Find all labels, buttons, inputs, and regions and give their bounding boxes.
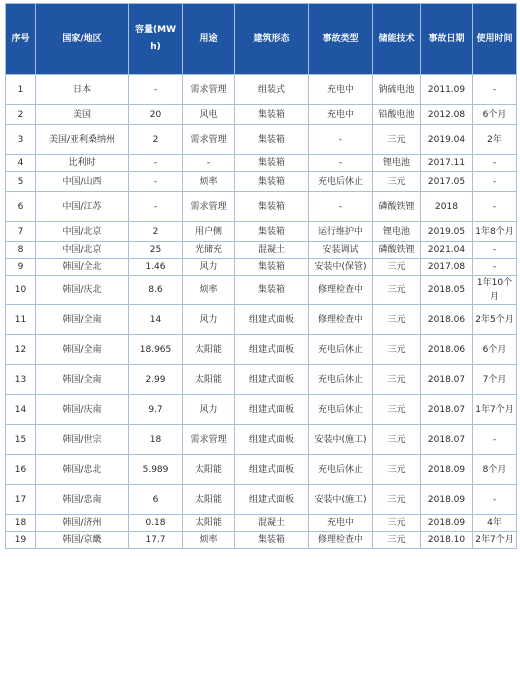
table-row [6,172,517,192]
accident-table [5,3,517,549]
cell-accident-type: - [309,125,373,155]
cell-duration: - [473,75,517,105]
header-technology: 储能技术 [373,4,421,75]
cell-date: 2019.04 [421,125,473,155]
cell-capacity: 8.6 [129,276,183,305]
header-duration: 使用时间 [473,4,517,75]
cell-usage: 风力 [183,395,235,425]
table-row [6,365,517,395]
cell-date: 2019.05 [421,222,473,242]
cell-capacity: 6 [129,485,183,515]
cell-technology: 三元 [373,305,421,335]
cell-usage: 需求管理 [183,425,235,455]
table-row [6,515,517,532]
cell-usage: 太阳能 [183,365,235,395]
cell-technology: 三元 [373,172,421,192]
cell-technology: 三元 [373,425,421,455]
cell-usage: 太阳能 [183,515,235,532]
cell-region: 中国/山西 [36,172,129,192]
cell-usage: 太阳能 [183,455,235,485]
cell-capacity: 25 [129,242,183,259]
cell-seq: 8 [6,242,36,259]
table-row [6,222,517,242]
table-row [6,259,517,276]
cell-form: 混凝土 [235,242,309,259]
cell-usage: 风电 [183,105,235,125]
cell-date: 2018.07 [421,365,473,395]
table-row [6,425,517,455]
cell-date: 2012.08 [421,105,473,125]
cell-accident-type: 充电后休止 [309,395,373,425]
cell-date: 2018.10 [421,532,473,549]
cell-usage: 烦率 [183,276,235,305]
table-row [6,305,517,335]
cell-form: 集装箱 [235,222,309,242]
cell-region: 中国/北京 [36,242,129,259]
header-usage: 用途 [183,4,235,75]
cell-region: 韩国/全南 [36,305,129,335]
cell-accident-type: 充电中 [309,515,373,532]
cell-duration: 2年7个月 [473,532,517,549]
cell-form: 集装箱 [235,532,309,549]
cell-region: 韩国/济州 [36,515,129,532]
cell-seq: 5 [6,172,36,192]
cell-technology: 三元 [373,125,421,155]
cell-seq: 17 [6,485,36,515]
cell-usage: 烦率 [183,532,235,549]
cell-capacity: 5.989 [129,455,183,485]
cell-accident-type: 安装中(保管) [309,259,373,276]
cell-accident-type: 修理检查中 [309,276,373,305]
table-row [6,276,517,305]
cell-capacity: - [129,192,183,222]
cell-accident-type: 安装中(施工) [309,425,373,455]
cell-form: 组建式面板 [235,455,309,485]
cell-technology: 三元 [373,485,421,515]
cell-accident-type: 修理检查中 [309,305,373,335]
cell-seq: 12 [6,335,36,365]
cell-capacity: 20 [129,105,183,125]
cell-form: 集装箱 [235,125,309,155]
cell-duration: - [473,155,517,172]
cell-region: 中国/北京 [36,222,129,242]
cell-technology: 三元 [373,515,421,532]
cell-technology: 锂电池 [373,222,421,242]
table-header [6,4,517,75]
cell-accident-type: 充电中 [309,105,373,125]
cell-usage: 风力 [183,259,235,276]
table-row [6,155,517,172]
cell-technology: 三元 [373,259,421,276]
cell-accident-type: 充电后休止 [309,455,373,485]
cell-form: 组建式面板 [235,395,309,425]
cell-duration: - [473,485,517,515]
cell-region: 韩国/世宗 [36,425,129,455]
cell-duration: 1年7个月 [473,395,517,425]
cell-usage: 需求管理 [183,192,235,222]
cell-date: 2018 [421,192,473,222]
cell-accident-type: - [309,155,373,172]
cell-technology: 钠硫电池 [373,75,421,105]
cell-region: 韩国/庆南 [36,395,129,425]
cell-form: 混凝土 [235,515,309,532]
cell-region: 韩国/忠北 [36,455,129,485]
cell-date: 2018.06 [421,305,473,335]
cell-duration: 7个月 [473,365,517,395]
table-row [6,485,517,515]
cell-date: 2018.07 [421,395,473,425]
cell-usage: 用户侧 [183,222,235,242]
table-row [6,335,517,365]
cell-seq: 16 [6,455,36,485]
cell-duration: 2年 [473,125,517,155]
cell-duration: - [473,242,517,259]
cell-form: 组建式面板 [235,305,309,335]
cell-form: 组建式面板 [235,365,309,395]
cell-seq: 3 [6,125,36,155]
cell-seq: 2 [6,105,36,125]
cell-duration: - [473,425,517,455]
cell-date: 2017.05 [421,172,473,192]
cell-date: 2018.09 [421,515,473,532]
cell-region: 韩国/忠南 [36,485,129,515]
cell-date: 2017.11 [421,155,473,172]
cell-seq: 7 [6,222,36,242]
cell-technology: 锂电池 [373,155,421,172]
cell-usage: 风力 [183,305,235,335]
cell-accident-type: 充电后休止 [309,335,373,365]
cell-duration: 1年10个月 [473,276,517,305]
cell-form: 集装箱 [235,172,309,192]
cell-seq: 6 [6,192,36,222]
cell-accident-type: 修理检查中 [309,532,373,549]
cell-date: 2017.08 [421,259,473,276]
cell-region: 美国 [36,105,129,125]
cell-capacity: 1.46 [129,259,183,276]
cell-usage: 太阳能 [183,485,235,515]
cell-seq: 15 [6,425,36,455]
cell-capacity: 2.99 [129,365,183,395]
cell-seq: 14 [6,395,36,425]
cell-capacity: - [129,172,183,192]
cell-accident-type: 充电中 [309,75,373,105]
cell-date: 2021.04 [421,242,473,259]
cell-region: 韩国/庆北 [36,276,129,305]
cell-capacity: - [129,75,183,105]
cell-accident-type: 安装中(施工) [309,485,373,515]
cell-date: 2018.09 [421,485,473,515]
cell-technology: 三元 [373,455,421,485]
cell-seq: 9 [6,259,36,276]
table-row [6,105,517,125]
header-form: 建筑形态 [235,4,309,75]
table-container [5,3,516,549]
cell-accident-type: 充电后休止 [309,365,373,395]
cell-accident-type: - [309,192,373,222]
header-row [6,4,517,75]
cell-seq: 19 [6,532,36,549]
cell-seq: 13 [6,365,36,395]
cell-duration: - [473,172,517,192]
cell-form: 集装箱 [235,192,309,222]
cell-date: 2018.06 [421,335,473,365]
cell-capacity: 17.7 [129,532,183,549]
table-row [6,395,517,425]
cell-region: 韩国/全南 [36,365,129,395]
table-row [6,455,517,485]
cell-form: 组建式面板 [235,425,309,455]
header-seq: 序号 [6,4,36,75]
cell-usage: - [183,155,235,172]
cell-capacity: 2 [129,125,183,155]
cell-capacity: - [129,155,183,172]
header-accident-type: 事故类型 [309,4,373,75]
table-row [6,192,517,222]
cell-region: 韩国/全南 [36,335,129,365]
cell-usage: 需求管理 [183,75,235,105]
cell-accident-type: 充电后休止 [309,172,373,192]
cell-duration: 2年5个月 [473,305,517,335]
cell-form: 集装箱 [235,155,309,172]
cell-usage: 光储充 [183,242,235,259]
cell-form: 组装式 [235,75,309,105]
cell-technology: 磷酸铁锂 [373,192,421,222]
cell-duration: 6个月 [473,335,517,365]
cell-region: 韩国/京畿 [36,532,129,549]
cell-form: 集装箱 [235,276,309,305]
cell-capacity: 18.965 [129,335,183,365]
cell-technology: 三元 [373,532,421,549]
cell-duration: 6个月 [473,105,517,125]
cell-capacity: 0.18 [129,515,183,532]
table-row [6,75,517,105]
header-capacity: 容量(MWh) [129,4,183,75]
cell-form: 集装箱 [235,259,309,276]
cell-seq: 10 [6,276,36,305]
cell-technology: 三元 [373,365,421,395]
cell-usage: 太阳能 [183,335,235,365]
cell-date: 2018.09 [421,455,473,485]
cell-capacity: 9.7 [129,395,183,425]
cell-technology: 磷酸铁锂 [373,242,421,259]
cell-technology: 三元 [373,335,421,365]
table-row [6,242,517,259]
cell-accident-type: 运行维护中 [309,222,373,242]
cell-capacity: 2 [129,222,183,242]
cell-duration: - [473,259,517,276]
cell-region: 中国/江苏 [36,192,129,222]
cell-technology: 三元 [373,395,421,425]
cell-form: 集装箱 [235,105,309,125]
cell-technology: 三元 [373,276,421,305]
cell-seq: 18 [6,515,36,532]
table-row [6,532,517,549]
cell-form: 组建式面板 [235,335,309,365]
cell-date: 2011.09 [421,75,473,105]
cell-duration: 8个月 [473,455,517,485]
cell-usage: 需求管理 [183,125,235,155]
cell-date: 2018.07 [421,425,473,455]
table-body [6,75,517,549]
header-region: 国家/地区 [36,4,129,75]
table-row [6,125,517,155]
cell-region: 韩国/全北 [36,259,129,276]
cell-date: 2018.05 [421,276,473,305]
cell-usage: 烦率 [183,172,235,192]
cell-capacity: 18 [129,425,183,455]
cell-duration: 1年8个月 [473,222,517,242]
cell-capacity: 14 [129,305,183,335]
cell-region: 比利时 [36,155,129,172]
cell-region: 美国/亚利桑纳州 [36,125,129,155]
header-date: 事故日期 [421,4,473,75]
cell-accident-type: 安装调试 [309,242,373,259]
cell-technology: 铅酸电池 [373,105,421,125]
cell-form: 组建式面板 [235,485,309,515]
cell-seq: 4 [6,155,36,172]
cell-seq: 1 [6,75,36,105]
cell-duration: - [473,192,517,222]
cell-region: 日本 [36,75,129,105]
cell-seq: 11 [6,305,36,335]
cell-duration: 4年 [473,515,517,532]
